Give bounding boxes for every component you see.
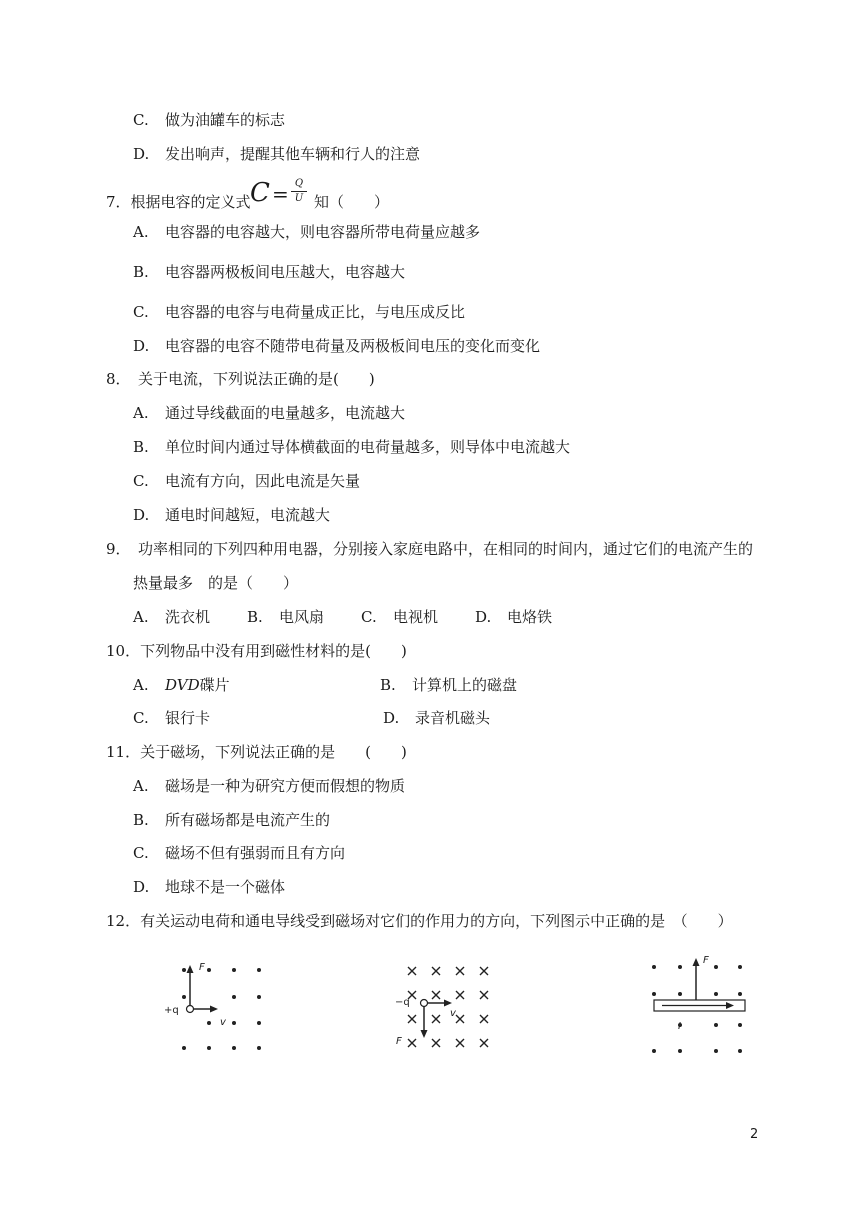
q6-option-c: C. 做为油罐车的标志 xyxy=(133,111,286,129)
charge-label: −q xyxy=(395,997,410,1008)
q11-option-b: B. 所有磁场都是电流产生的 xyxy=(133,811,331,829)
q10-stem: 10．下列物品中没有用到磁性材料的是( ) xyxy=(106,642,407,660)
q9-stem-line2: 热量最多 的是（ ） xyxy=(133,574,299,592)
q9-stem-line1: 9． 功率相同的下列四种用电器，分别接入家庭电路中，在相同的时间内，通过它们的电流产生的 xyxy=(106,540,754,558)
q11-stem: 11．关于磁场，下列说法正确的是 ( ) xyxy=(106,743,407,761)
q8-stem: 8． 关于电流，下列说法正确的是( ) xyxy=(106,370,375,388)
q10-option-c: C. 银行卡 xyxy=(133,709,211,727)
q8-option-b: B. 单位时间内通过导体横截面的电荷量越多，则导体中电流越大 xyxy=(133,438,571,456)
q7-stem-suffix: 知（ ） xyxy=(314,193,390,211)
q11-option-a: A. 磁场是一种为研究方便而假想的物质 xyxy=(133,777,406,795)
q7-option-d: D. 电容器的电容不随带电荷量及两极板间电压的变化而变化 xyxy=(133,337,541,355)
figure-1-positive-charge xyxy=(158,955,276,1055)
force-label: F xyxy=(396,1036,402,1047)
formula-fraction: Q U xyxy=(291,178,307,205)
capacitance-formula: C = Q U xyxy=(250,176,310,210)
force-label: F xyxy=(703,955,709,966)
q11-option-d: D. 地球不是一个磁体 xyxy=(133,878,286,896)
q11-option-c: C. 磁场不但有强弱而且有方向 xyxy=(133,844,346,862)
q7-option-a: A. 电容器的电容越大，则电容器所带电荷量应越多 xyxy=(133,223,481,241)
q10-option-b: B. 计算机上的磁盘 xyxy=(380,676,518,694)
q12-stem: 12．有关运动电荷和通电导线受到磁场对它们的作用力的方向，下列图示中正确的是 （ ） xyxy=(106,912,733,930)
velocity-label: v xyxy=(220,1017,226,1028)
charge-dot xyxy=(187,1006,194,1013)
q10-option-a: A. DVD碟片 xyxy=(133,676,230,694)
q9-option-b: B. 电风扇 xyxy=(247,608,325,626)
q8-option-a: A. 通过导线截面的电量越多，电流越大 xyxy=(133,404,406,422)
charge-dot xyxy=(421,1000,428,1007)
q8-option-d: D. 通电时间越短，电流越大 xyxy=(133,506,331,524)
q6-option-d: D. 发出响声，提醒其他车辆和行人的注意 xyxy=(133,145,421,163)
q7-option-b: B. 电容器两极板间电压越大，电容越大 xyxy=(133,263,406,281)
field-crosses xyxy=(408,967,488,1047)
q8-option-c: C. 电流有方向，因此电流是矢量 xyxy=(133,472,361,490)
q9-option-d: D. 电烙铁 xyxy=(475,608,553,626)
charge-label: +q xyxy=(164,1005,179,1016)
velocity-label: v xyxy=(450,1008,456,1019)
page-number: 2 xyxy=(750,1127,759,1142)
force-label: F xyxy=(199,962,205,973)
figure-3-current-wire xyxy=(640,950,750,1058)
q7-stem-prefix: 7．根据电容的定义式 xyxy=(106,193,251,211)
q7-option-c: C. 电容器的电容与电荷量成正比，与电压成反比 xyxy=(133,303,466,321)
current-label: I xyxy=(678,1021,681,1032)
figure-2-negative-charge xyxy=(392,958,500,1058)
q9-option-a: A. 洗衣机 xyxy=(133,608,211,626)
q10-option-d: D. 录音机磁头 xyxy=(383,709,491,727)
q9-option-c: C. 电视机 xyxy=(361,608,439,626)
